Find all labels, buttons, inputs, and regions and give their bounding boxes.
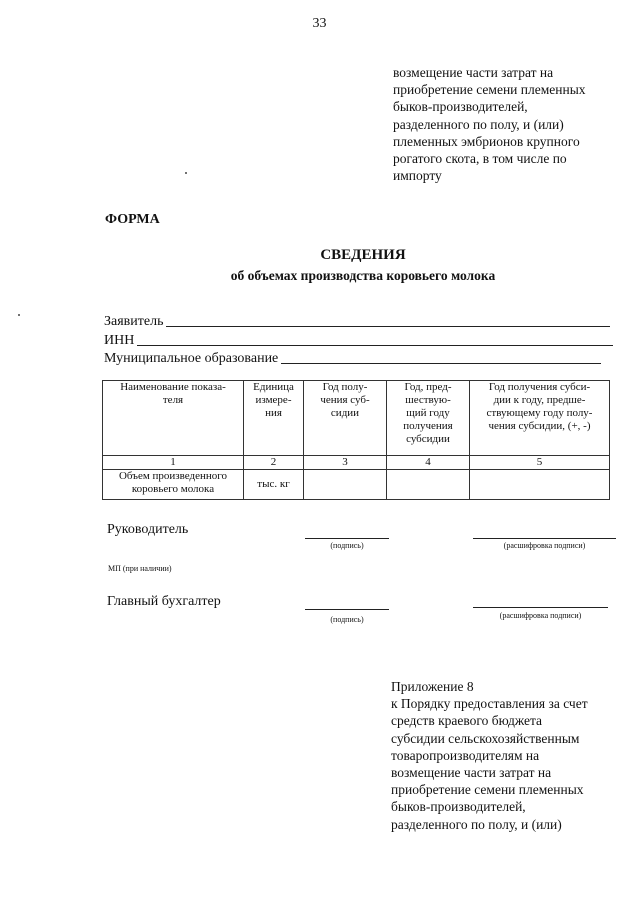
data-table [102,380,610,500]
annex-line: разделенного по полу, и (или) [393,116,564,132]
header-text: ствующему году полу- [486,407,593,419]
column-number: 5 [470,456,610,470]
accountant-signature-line[interactable] [305,609,389,610]
appendix-line: к Порядку предоставления за счет [391,696,588,712]
column-number: 1 [103,456,244,470]
header-text: Год получения субси- [488,381,591,393]
header-text: шествую- [405,394,451,406]
appendix-line: приобретение семени племенных [391,782,584,798]
appendix-8-block [391,678,621,833]
stray-dot [185,172,187,174]
inn-label: ИНН [104,333,135,348]
annex-line: приобретение семени племенных [393,82,586,98]
header-text: сидии [330,407,360,419]
head-decoding-caption: (расшифровка подписи) [503,541,586,550]
header-text: субсидии [406,433,450,445]
top-annex-text [393,64,623,184]
annex-line: рогатого скота, в том числе по [393,151,567,167]
table-header-row [103,381,610,456]
head-decoding-line[interactable] [473,538,616,539]
municipality-line[interactable] [281,363,601,364]
appendix-line: товаропроизводителям на [391,747,540,763]
applicant-label: Заявитель [104,314,164,329]
header-text: теля [162,394,184,406]
municipality-label: Муниципальное образование [104,351,279,366]
unit-cell: тыс. кг [244,470,304,500]
header-cell [387,381,470,456]
head-signature-caption: (подпись) [330,541,364,550]
annex-line: быков-производителей, [393,99,528,115]
appendix-line: быков-производителей, [391,799,526,815]
header-text: Единица [253,381,294,393]
appendix-line: субсидии сельскохозяйственным [391,730,580,746]
table-number-row [103,456,610,470]
annex-line: возмещение части затрат на [393,65,554,80]
header-cell [103,381,244,456]
column-number: 4 [387,456,470,470]
document-subtitle: об объемах производства коровьего молока [230,268,496,283]
header-text: дии к году, предше- [493,394,586,406]
header-text: Год полу- [322,381,368,393]
table-row [103,470,610,500]
header-cell [470,381,610,456]
accountant-decoding-caption: (расшифровка подписи) [499,611,582,620]
value-cell[interactable] [470,470,610,500]
column-number: 3 [304,456,387,470]
header-cell [244,381,304,456]
accountant-decoding-line[interactable] [473,607,608,608]
stray-dot [18,314,20,316]
applicant-line[interactable] [166,326,610,327]
indicator-cell [103,470,244,500]
value-cell[interactable] [304,470,387,500]
header-text: измере- [255,394,292,406]
inn-field[interactable] [104,333,613,349]
applicant-field[interactable] [104,314,610,330]
cell-text: коровьего молока [131,483,215,495]
cell-text: Объем произведенного [118,470,228,482]
page-number: 33 [312,16,327,31]
appendix-line: средств краевого бюджета [391,713,543,729]
value-cell[interactable] [387,470,470,500]
header-text: ния [265,407,282,419]
header-text: получения [403,420,453,432]
appendix-line: Приложение 8 [391,679,474,694]
inn-line[interactable] [137,345,613,346]
head-label: Руководитель [107,522,189,537]
head-signature-line[interactable] [305,538,389,539]
document-title: СВЕДЕНИЯ [320,247,406,263]
annex-line: импорту [393,168,442,184]
header-text: чения субсидии, (+, -) [488,420,591,432]
header-text: щий году [406,407,450,419]
form-label: ФОРМА [105,212,160,227]
chief-accountant-label: Главный бухгалтер [107,594,221,609]
annex-line: племенных эмбрионов крупного [393,133,580,149]
header-text: Год, пред- [404,381,452,393]
municipality-field[interactable] [104,351,601,367]
appendix-line: разделенного по полу, и (или) [391,816,562,832]
stamp-label: МП (при наличии) [108,564,172,573]
column-number: 2 [244,456,304,470]
accountant-signature-caption: (подпись) [330,615,364,624]
header-text: Наименование показа- [120,381,226,393]
header-cell [304,381,387,456]
appendix-line: возмещение части затрат на [391,765,552,781]
header-text: чения суб- [320,394,370,406]
